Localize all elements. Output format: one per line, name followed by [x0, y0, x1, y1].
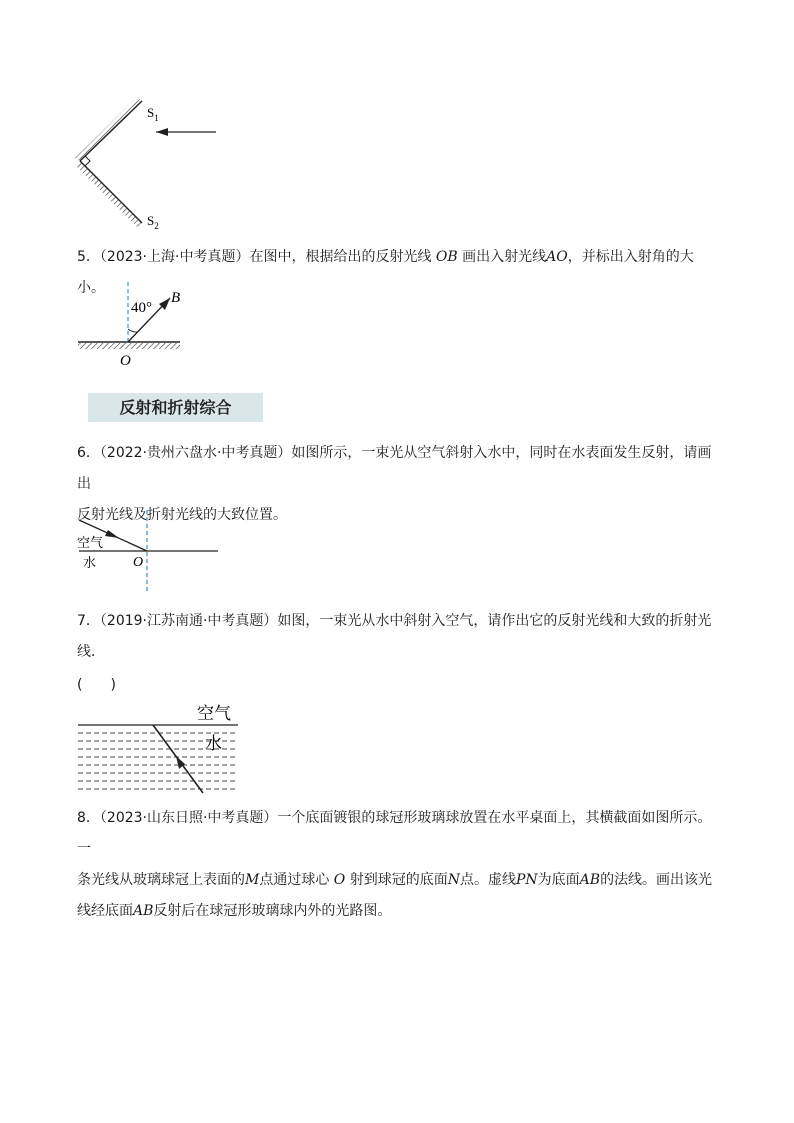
- q7-figure: [75, 697, 245, 797]
- q5-figure: [75, 280, 195, 370]
- svg-text:空气: 空气: [197, 704, 231, 724]
- question-5: 5．（2023·上海·中考真题）在图中，根据给出的反射光线 OB 画出入射光线AO，并标出入射角的大小。: [77, 249, 694, 296]
- svg-text:B: B: [171, 290, 181, 306]
- svg-text:O: O: [133, 555, 144, 570]
- svg-text:水: 水: [205, 734, 222, 754]
- label-s2: $S_2$: [147, 213, 159, 231]
- question-7: 7．（2019·江苏南通·中考真题）如图，一束光从水中斜射入空气，请作出它的反射光线和大致的折射光 线．: [77, 613, 712, 660]
- section-title: 反射和折射综合: [88, 393, 263, 422]
- question-6: 6．（2022·贵州六盘水·中考真题）如图所示，一束光从空气斜射入水中，同时在水表面发生反射，请画出 反射光线及折射光线的大致位置。: [77, 445, 712, 523]
- svg-text:空气: 空气: [77, 536, 104, 551]
- q6-figure: [75, 508, 225, 598]
- answer-paren: ( ): [77, 677, 116, 693]
- svg-text:O: O: [120, 353, 131, 369]
- label-s1: $S_1$: [147, 105, 159, 123]
- svg-text:40°: 40°: [131, 300, 152, 316]
- question-8: 8．（2023·山东日照·中考真题）一个底面镀银的球冠形玻璃球放置在水平桌面上，其横截面如图所示。一 条光线从玻璃球冠上表面的M点通过球心 O 射到球冠的底面N点。虚线PN为底面AB的法线。画出该光 线经底面AB反射后在球冠形玻璃球内外的光路图。: [77, 810, 713, 919]
- svg-text:水: 水: [83, 556, 97, 571]
- mirror-figure: [70, 95, 230, 235]
